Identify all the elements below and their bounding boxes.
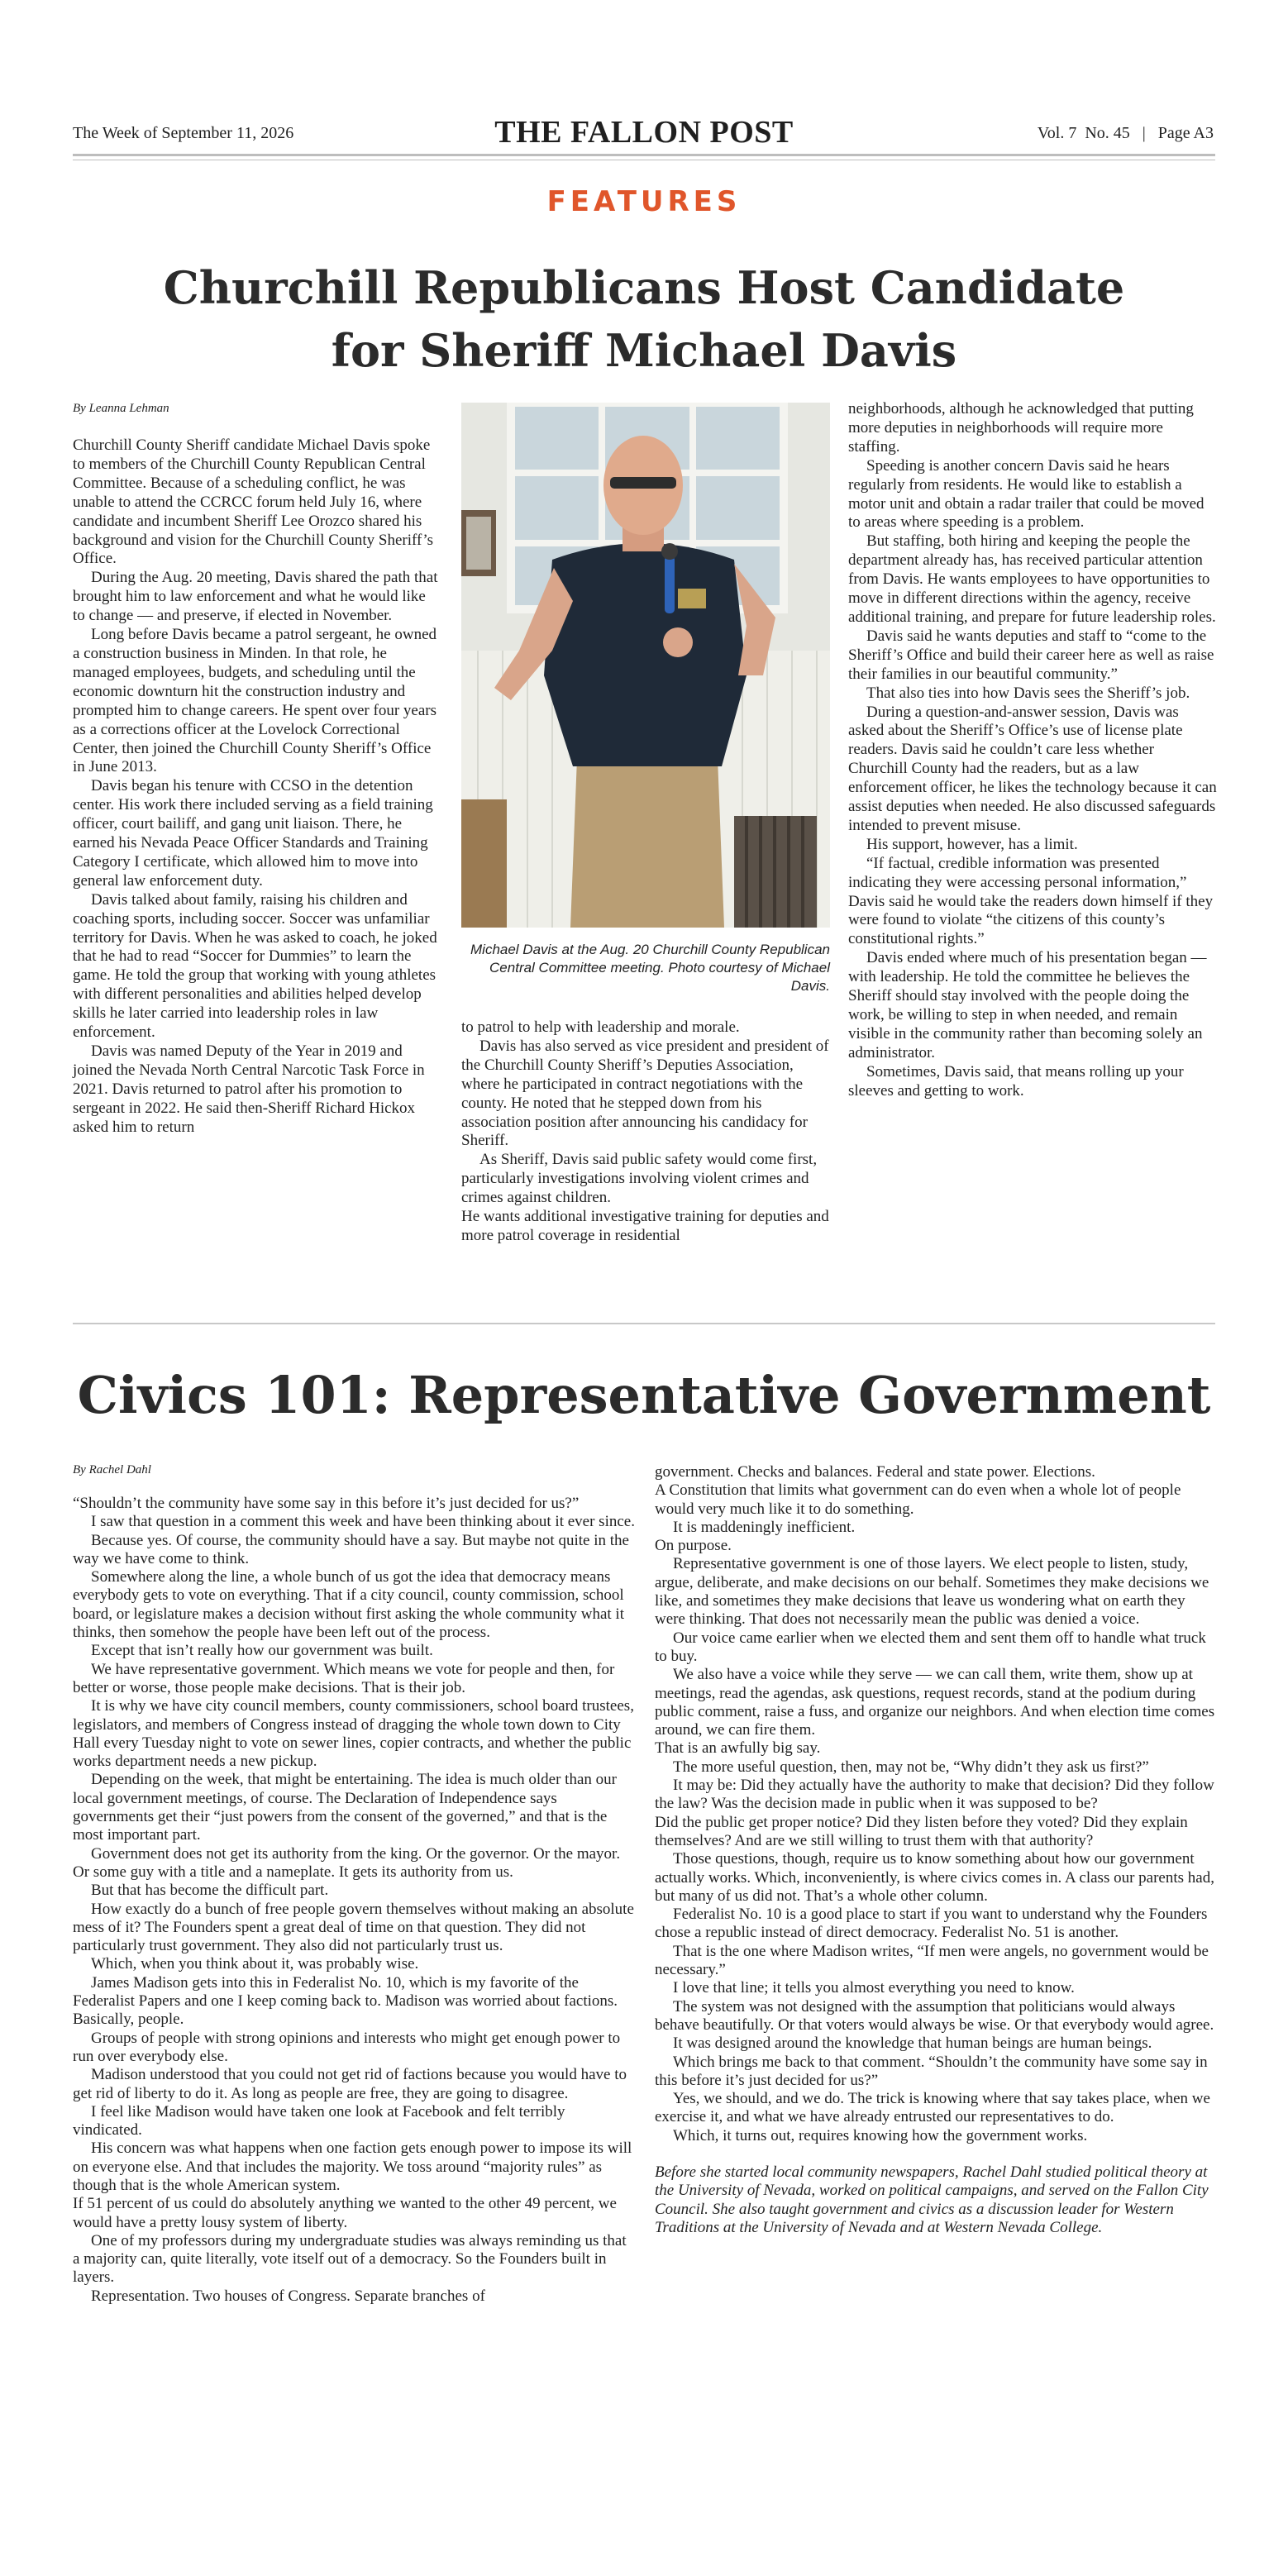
paragraph: Government does not get its authority from the king. Or the governor. Or the mayor. Or some guy with a title and a nameplate. It gets its authority from us.: [73, 1844, 621, 1881]
paragraph: It may be: Did they actually have the authority to make that decision? Did they follow the law? Was the decision made in public when it was supposed to be?: [655, 1777, 1214, 1813]
paragraph: Except that isn’t really how our government was built.: [91, 1642, 433, 1660]
paragraph: On purpose.: [655, 1537, 732, 1555]
section-divider: [73, 1323, 1215, 1324]
paragraph: During a question-and-answer session, Davis was asked about the Sheriff’s Office’s use of license plate readers. Davis said he couldn’t care less whether Churchill County had the readers, but as a law enforcement officer, he likes the technology because it can assist deputies when needed. He also discussed safeguards intended to prevent misuse.: [848, 703, 1217, 834]
paragraph: Which, when you think about it, was probably wise.: [91, 1955, 419, 1973]
paragraph: That is the one where Madison writes, “If men were angels, no government would be necessary.”: [655, 1942, 1209, 1979]
article1-column-3: [848, 400, 1217, 1101]
issue-date: The Week of September 11, 2026: [73, 124, 294, 142]
article2-column-1: [73, 1495, 635, 2306]
paragraph: I feel like Madison would have taken one look at Facebook and felt terribly vindicated.: [73, 2102, 565, 2140]
author-bio: Before she started local community newspapers, Rachel Dahl studied political theory at the University of Nevada, worked on political campaigns, and served on the Fallon City Council. She also taught government and civics as a discussion leader for Western Traditions at the University of Nevada and at Western Nevada College.: [655, 2163, 1209, 2236]
paragraph: But staffing, both hiring and keeping the people the department already has, has received particular attention from Davis. He wants employees to have opportunities to move in different directions within the agency, receive additional training, and prepare for future leadership roles.: [848, 532, 1216, 626]
paragraph: Davis has also served as vice president and president of the Churchill County Sheriff’s Deputies Association, where he participated in contract negotiations with the county. He noted that he stepped down from his association position after announcing his candidacy for Sheriff.: [461, 1037, 829, 1150]
paragraph: Madison understood that you could not get rid of factions because you would have to get rid of liberty to do it. As long as people are free, they are going to disagree.: [73, 2066, 627, 2102]
paragraph: That also ties into how Davis sees the Sheriff’s job.: [866, 684, 1190, 702]
paragraph: Which, it turns out, requires knowing how the government works.: [673, 2126, 1088, 2144]
paragraph: How exactly do a bunch of free people govern themselves without making an absolute mess of it? The Founders spent a great deal of time on that question. They did not particularly trust government. They also did not particularly trust us.: [73, 1900, 634, 1955]
paragraph: Davis was named Deputy of the Year in 2019 and joined the Nevada North Central Narcotic Task Force in 2021. Davis returned to patrol after his promotion to sergeant in 2022. He said then-Sheriff Richard Hickox asked him to return: [73, 1042, 425, 1136]
article1-headline: [0, 256, 1288, 382]
paragraph: I saw that question in a comment this week and have been thinking about it ever since.: [91, 1513, 635, 1531]
paragraph: One of my professors during my undergraduate studies was always reminding us that a majority can, quite literally, vote itself out of a democracy. So the Founders built in layers.: [73, 2231, 627, 2287]
article1-headline-line2: for Sheriff Michael Davis: [331, 324, 957, 377]
paragraph: I love that line; it tells you almost everything you need to know.: [673, 1979, 1075, 1997]
paragraph: to patrol to help with leadership and morale.: [461, 1018, 740, 1036]
paragraph: Groups of people with strong opinions and interests who might get enough power to run over everybody else.: [73, 2029, 621, 2065]
paragraph: government. Checks and balances. Federal and state power. Elections.: [655, 1463, 1095, 1481]
paragraph: It is why we have city council members, county commissioners, school board trustees, legislators, and members of Congress instead of dragging the whole town down to City Hall every Tuesday night to vote on sewer lines, copier contracts, and whether the public works department needs a new pickup.: [73, 1697, 634, 1771]
paragraph: Because yes. Of course, the community should have a say. But maybe not quite in the way we have come to think.: [73, 1531, 629, 1567]
candidate-photo: [461, 403, 830, 928]
article1-column-1: [73, 436, 438, 1138]
paragraph: Our voice came earlier when we elected them and sent them off to handle what truck to buy.: [655, 1629, 1206, 1665]
paragraph: The system was not designed with the assumption that politicians would always behave beautifully. Or that voters would always be wise. Or that everybody would agree.: [655, 1997, 1214, 2034]
paragraph: Somewhere along the line, a whole bunch of us got the idea that democracy means everybody gets to vote on everything. That if a city council, county commission, school board, or legislature makes a decision without first asking the whole community what it thinks, then somehow the people have been left out of the process.: [73, 1568, 624, 1642]
paragraph: The more useful question, then, may not be, “Why didn’t they ask us first?”: [673, 1758, 1149, 1776]
paragraph: Davis ended where much of his presentation began — with leadership. He told the committee he believes the Sheriff should stay involved with the people doing the work, be willing to step in when needed, and remain visible in the community rather than becoming solely an administrator.: [848, 949, 1207, 1061]
paragraph: Representative government is one of those layers. We elect people to listen, study, argue, deliberate, and make decisions on our behalf. Sometimes they make decisions we like, and sometimes they make decisions that leave us wondering what on earth they were thinking. That does not necessarily mean the public was denied a voice.: [655, 1555, 1209, 1629]
photo-caption: Michael Davis at the Aug. 20 Churchill County Republican Central Committee meeting. Photo courtesy of Michael Davis.: [470, 942, 830, 994]
paragraph: If 51 percent of us could do absolutely anything we wanted to the other 49 percent, we would have a pretty lousy system of liberty.: [73, 2195, 617, 2231]
paragraph: Federalist No. 10 is a good place to start if you want to understand why the Founders chose a republic instead of direct democracy. Federalist No. 51 is another.: [655, 1906, 1208, 1942]
paragraph: Did the public get proper notice? Did they listen before they voted? Did they explain themselves? And are we still willing to trust them with that authority?: [655, 1813, 1188, 1849]
masthead-rule: [73, 154, 1215, 156]
candidate-photo-illustration: [461, 403, 830, 928]
paragraph: He wants additional investigative training for deputies and more patrol coverage in residential: [461, 1208, 829, 1244]
volume-page-info: Vol. 7 No. 45 | Page A3: [1037, 124, 1214, 142]
article1-column-2: [461, 1018, 832, 1246]
paragraph: Davis began his tenure with CCSO in the detention center. His work there included serving as a field training officer, court bailiff, and gang unit liaison. There, he earned his Nevada Peace Officer Standards and Training Category I certificate, which allowed him to move into general law enforcement duty.: [73, 777, 433, 890]
paragraph: Yes, we should, and we do. The trick is knowing where that say takes place, when we exercise it, and what we have already entrusted our representatives to do.: [655, 2090, 1210, 2126]
paragraph: We also have a voice while they serve — we can call them, write them, show up at meetings, read the agendas, ask questions, request records, stand at the podium during public comment, raise a fuss, and organize our neighbors. And when election time comes around, we can fire them.: [655, 1666, 1215, 1739]
article2-headline: Civics 101: Representative Government: [77, 1365, 1211, 1425]
paragraph: His support, however, has a limit.: [866, 835, 1078, 853]
paragraph: We have representative government. Which means we vote for people and then, for better or worse, those people make decisions. That is their job.: [73, 1660, 615, 1696]
paragraph: neighborhoods, although he acknowledged that putting more deputies in neighborhoods will require more staffing.: [848, 400, 1194, 456]
paragraph: It is maddeningly inefficient.: [673, 1518, 856, 1536]
article1-headline-line1: Churchill Republicans Host Candidate: [163, 261, 1125, 314]
paragraph: James Madison gets into this in Federalist No. 10, which is my favorite of the Federalist Papers and one I keep coming back to. Madison was worried about factions. Basically, people.: [73, 1973, 618, 2029]
paragraph: That is an awfully big say.: [655, 1739, 821, 1758]
paragraph: Long before Davis became a patrol sergeant, he owned a construction business in Minden. In that role, he managed employees, budgets, and scheduling until the economic downturn hit the construction industry and prompted him to change careers. He spent over four years as a corrections officer at the Lovelock Correctional Center, then joined the Churchill County Sheriff’s Office in June 2013.: [73, 626, 437, 776]
paragraph: “If factual, credible information was presented indicating they were accessing personal information,” Davis said he would take the readers down himself if they were found to violate “the citizens of this county’s constitutional rights.”: [848, 854, 1214, 948]
paragraph: Which brings me back to that comment. “Shouldn’t the community have some say in this before it’s just decided for us?”: [655, 2053, 1208, 2089]
paragraph: Davis said he wants deputies and staff to “come to the Sheriff’s Office and build their career here as well as raise their families in our beautiful community.”: [848, 627, 1214, 683]
paragraph: Churchill County Sheriff candidate Michael Davis spoke to members of the Churchill County Republican Central Committee. Because of a scheduling conflict, he was unable to attend the CCRCC forum held July 16, where candidate and incumbent Sheriff Lee Orozco shared his background and vision for the Churchill County Sheriff’s Office.: [73, 436, 434, 568]
section-label: FEATURES: [546, 185, 742, 218]
paragraph: “Shouldn’t the community have some say in this before it’s just decided for us?”: [73, 1495, 580, 1512]
paragraph: Representation. Two houses of Congress. Separate branches of: [91, 2287, 485, 2305]
paragraph: Davis talked about family, raising his children and coaching sports, including soccer. Soccer was unfamiliar territory for Davis. When he was asked to coach, he joked that he had to read “Soccer for Dummies” to learn the game. He told the group that working with young athletes with different personalities and abilities helped develop skills he later carried into leadership roles in law enforcement.: [73, 890, 437, 1042]
article2-byline: By Rachel Dahl: [73, 1463, 151, 1476]
paragraph: A Constitution that limits what government can do even when a whole lot of people would very much like it to do something.: [655, 1481, 1181, 1518]
paragraph: During the Aug. 20 meeting, Davis shared the path that brought him to law enforcement and what he would like to change — and preserve, if elected in November.: [73, 569, 438, 625]
article2-column-2: [655, 1463, 1217, 2237]
article1-byline: By Leanna Lehman: [73, 402, 169, 415]
paragraph: But that has become the difficult part.: [91, 1882, 329, 1900]
paragraph: Sometimes, Davis said, that means rolling up your sleeves and getting to work.: [848, 1062, 1184, 1100]
paragraph: Those questions, though, require us to know something about how our government actually works. Which, inconveniently, is where civics comes in. A class our parents had, but many of us did not. That’s a whole other column.: [655, 1850, 1214, 1905]
paragraph: Speeding is another concern Davis said he hears regularly from residents. He would like to establish a motor unit and obtain a radar trailer that could be moved to areas where speeding is a problem.: [848, 456, 1205, 532]
paragraph: As Sheriff, Davis said public safety would come first, particularly investigations involving violent crimes and crimes against children.: [461, 1151, 818, 1207]
newspaper-title: THE FALLON POST: [494, 115, 794, 150]
paragraph: It was designed around the knowledge that human beings are human beings.: [673, 2035, 1152, 2053]
paragraph: Depending on the week, that might be entertaining. The idea is much older than our local government meetings, of course. The Declaration of Independence says governments get their “just powers from the consent of the governed,” and that is the most important part.: [73, 1771, 617, 1844]
paragraph: His concern was what happens when one faction gets enough power to impose its will on everyone else. And that includes the majority. We toss around “majority rules” as though that is the whole American system.: [73, 2140, 632, 2194]
